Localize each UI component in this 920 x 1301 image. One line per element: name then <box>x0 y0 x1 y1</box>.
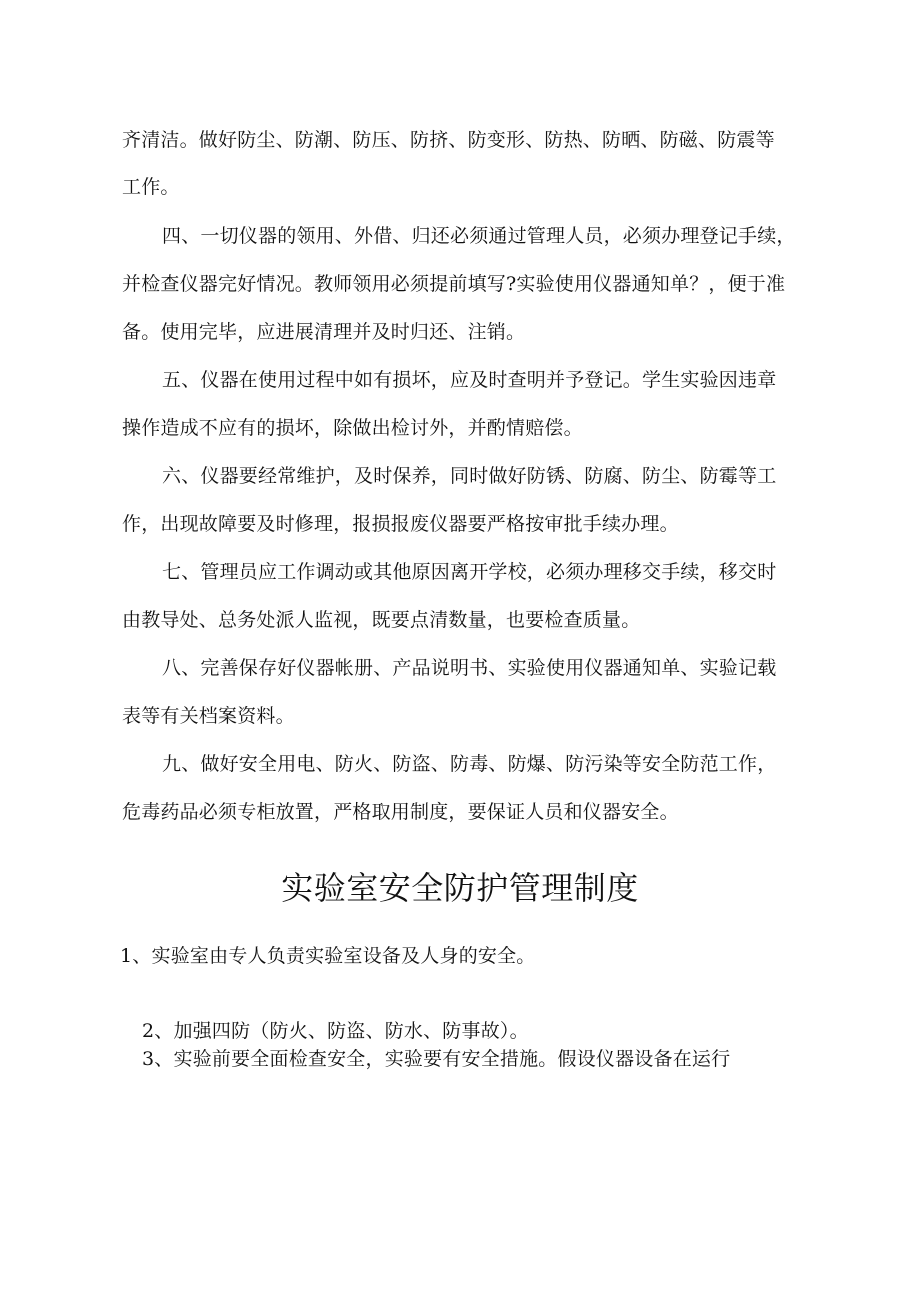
paragraph-line: 五、仪器在使用过程中如有损坏，应及时查明并予登记。学生实验因违章 <box>162 369 777 391</box>
list-item: 3、实验前要全面检查安全，实验要有安全措施。假设仪器设备在运行 <box>142 1048 731 1070</box>
list-item: 2、加强四防（防火、防盗、防水、防事故）。 <box>142 1020 529 1042</box>
paragraph-line: 八、完善保存好仪器帐册、产品说明书、实验使用仪器通知单、实验记载 <box>162 657 777 679</box>
paragraph-line: 六、仪器要经常维护，及时保养，同时做好防锈、防腐、防尘、防霉等工 <box>162 465 777 487</box>
paragraph-line: 七、管理员应工作调动或其他原因离开学校，必须办理移交手续，移交时 <box>162 561 777 583</box>
section-title: 实验室安全防护管理制度 <box>281 869 639 907</box>
paragraph-line: 操作造成不应有的损坏，除做出检讨外，并酌情赔偿。 <box>122 417 583 439</box>
paragraph-line: 危毒药品必须专柜放置，严格取用制度，要保证人员和仪器安全。 <box>122 801 679 823</box>
paragraph-line: 备。使用完毕，应进展清理并及时归还、注销。 <box>122 321 526 343</box>
paragraph-line: 作，出现故障要及时修理，报损报废仪器要严格按审批手续办理。 <box>122 513 679 535</box>
paragraph-line: 九、做好安全用电、防火、防盗、防毒、防爆、防污染等安全防范工作， <box>162 753 777 775</box>
paragraph-line: 工作。 <box>122 176 180 198</box>
paragraph-line: 表等有关档案资料。 <box>122 705 295 727</box>
paragraph-line: 四、一切仪器的领用、外借、归还必须通过管理人员，必须办理登记手续， <box>162 225 796 247</box>
paragraph-line: 并检查仪器完好情况。教师领用必须提前填写?实验使用仪器通知单？，便于准 <box>122 273 786 295</box>
list-item: 1、实验室由专人负责实验室设备及人身的安全。 <box>120 945 536 967</box>
paragraph-line: 由教导处、总务处派人监视，既要点清数量，也要检查质量。 <box>122 609 641 631</box>
paragraph-line: 齐清洁。做好防尘、防潮、防压、防挤、防变形、防热、防晒、防磁、防震等 <box>122 129 775 151</box>
